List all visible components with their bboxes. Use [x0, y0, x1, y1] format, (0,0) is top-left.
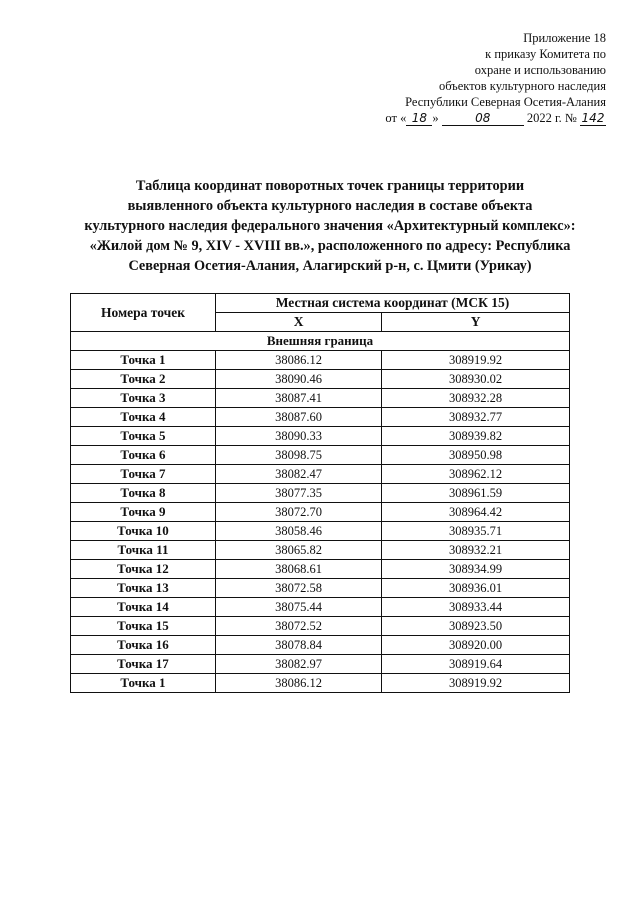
point-cell: Точка 12 — [71, 560, 216, 579]
x-cell: 38072.70 — [216, 503, 382, 522]
point-cell: Точка 16 — [71, 636, 216, 655]
point-cell: Точка 15 — [71, 617, 216, 636]
y-cell: 308930.02 — [382, 370, 570, 389]
y-cell: 308923.50 — [382, 617, 570, 636]
table-body — [71, 332, 570, 693]
y-cell: 308934.99 — [382, 560, 570, 579]
column-header-x: X — [216, 313, 382, 332]
title-line: выявленного объекта культурного наследия в составе объекта — [127, 198, 533, 214]
section-label: Внешняя граница — [71, 332, 570, 351]
x-cell: 38082.97 — [216, 655, 382, 674]
point-cell: Точка 17 — [71, 655, 216, 674]
date-mid: » — [432, 111, 439, 125]
y-cell: 308932.21 — [382, 541, 570, 560]
point-cell: Точка 1 — [71, 351, 216, 370]
y-cell: 308919.64 — [382, 655, 570, 674]
table-row — [71, 674, 570, 693]
point-cell: Точка 11 — [71, 541, 216, 560]
table-row — [71, 465, 570, 484]
point-cell: Точка 8 — [71, 484, 216, 503]
title-line: культурного наследия федерального значения «Архитектурный комплекс»: — [84, 218, 576, 234]
table-header-row — [71, 294, 570, 313]
table-row — [71, 427, 570, 446]
table-row — [71, 655, 570, 674]
y-cell: 308962.12 — [382, 465, 570, 484]
table-row — [71, 636, 570, 655]
x-cell: 38090.46 — [216, 370, 382, 389]
table-row — [71, 389, 570, 408]
table-row — [71, 503, 570, 522]
x-cell: 38077.35 — [216, 484, 382, 503]
y-cell: 308933.44 — [382, 598, 570, 617]
point-cell: Точка 4 — [71, 408, 216, 427]
x-cell: 38082.47 — [216, 465, 382, 484]
x-cell: 38087.41 — [216, 389, 382, 408]
title-line: Северная Осетия-Алания, Алагирский р-н, с. Цмити (Урикау) — [128, 258, 532, 274]
x-cell: 38086.12 — [216, 351, 382, 370]
point-cell: Точка 10 — [71, 522, 216, 541]
point-cell: Точка 13 — [71, 579, 216, 598]
y-cell: 308939.82 — [382, 427, 570, 446]
order-month: 08 — [442, 112, 524, 126]
y-cell: 308932.28 — [382, 389, 570, 408]
y-cell: 308919.92 — [382, 674, 570, 693]
x-cell: 38072.58 — [216, 579, 382, 598]
title-line: Таблица координат поворотных точек границы территории — [135, 178, 525, 194]
point-cell: Точка 3 — [71, 389, 216, 408]
appendix-line: к приказу Комитета по — [485, 47, 606, 61]
y-cell: 308919.92 — [382, 351, 570, 370]
y-cell: 308932.77 — [382, 408, 570, 427]
appendix-header — [346, 30, 606, 126]
x-cell: 38075.44 — [216, 598, 382, 617]
point-cell: Точка 2 — [71, 370, 216, 389]
table-row — [71, 598, 570, 617]
point-cell: Точка 7 — [71, 465, 216, 484]
table-row — [71, 522, 570, 541]
appendix-line: Республики Северная Осетия-Алания — [405, 95, 606, 109]
document-title — [60, 176, 600, 276]
x-cell: 38087.60 — [216, 408, 382, 427]
y-cell: 308950.98 — [382, 446, 570, 465]
y-cell: 308961.59 — [382, 484, 570, 503]
appendix-line: объектов культурного наследия — [439, 79, 606, 93]
table-row — [71, 446, 570, 465]
y-cell: 308936.01 — [382, 579, 570, 598]
x-cell: 38068.61 — [216, 560, 382, 579]
coordinates-table — [70, 293, 570, 693]
order-day: 18 — [406, 112, 432, 126]
point-cell: Точка 6 — [71, 446, 216, 465]
point-cell: Точка 9 — [71, 503, 216, 522]
x-cell: 38098.75 — [216, 446, 382, 465]
table-row — [71, 351, 570, 370]
y-cell: 308920.00 — [382, 636, 570, 655]
y-cell: 308935.71 — [382, 522, 570, 541]
point-cell: Точка 14 — [71, 598, 216, 617]
order-date-line — [346, 110, 606, 126]
column-header-coordinate-system: Местная система координат (МСК 15) — [216, 294, 570, 313]
point-cell: Точка 5 — [71, 427, 216, 446]
x-cell: 38072.52 — [216, 617, 382, 636]
column-header-points: Номера точек — [71, 294, 216, 332]
table-row — [71, 408, 570, 427]
x-cell: 38065.82 — [216, 541, 382, 560]
appendix-line: Приложение 18 — [523, 31, 606, 45]
date-prefix: от « — [385, 111, 407, 125]
table-row — [71, 541, 570, 560]
point-cell: Точка 1 — [71, 674, 216, 693]
title-line: «Жилой дом № 9, XIV - XVIII вв.», расположенного по адресу: Республика — [89, 238, 571, 254]
x-cell: 38086.12 — [216, 674, 382, 693]
table-row — [71, 560, 570, 579]
appendix-line: охране и использованию — [474, 63, 606, 77]
table-row — [71, 617, 570, 636]
section-row — [71, 332, 570, 351]
x-cell: 38090.33 — [216, 427, 382, 446]
order-number: 142 — [581, 111, 605, 125]
year-text: 2022 г. № — [526, 111, 577, 125]
table-row — [71, 484, 570, 503]
y-cell: 308964.42 — [382, 503, 570, 522]
table-row — [71, 579, 570, 598]
x-cell: 38058.46 — [216, 522, 382, 541]
column-header-y: Y — [382, 313, 570, 332]
x-cell: 38078.84 — [216, 636, 382, 655]
table-row — [71, 370, 570, 389]
